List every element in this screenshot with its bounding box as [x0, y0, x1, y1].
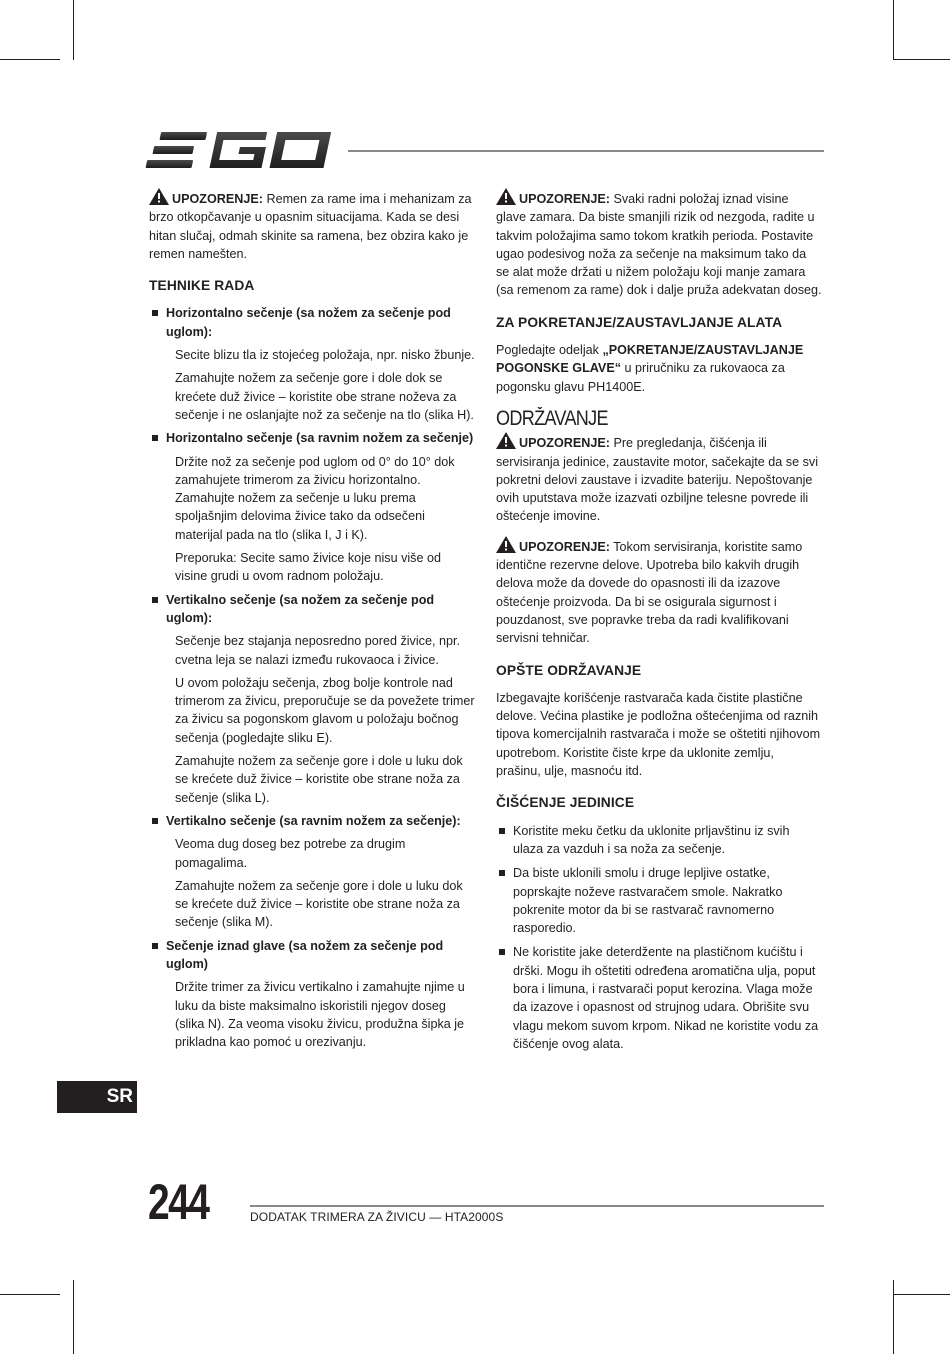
list-item-text: Preporuka: Secite samo živice koje nisu više od visine grudi u ovom radnom položaju. — [175, 551, 441, 584]
crop-mark — [893, 59, 950, 60]
footer-rule — [250, 1205, 824, 1207]
maintenance-heading: ODRŽAVANJE — [496, 406, 608, 430]
warning-text: Pre pregledanja, čišćenja ili servisiranja jedinice, zaustavite motor, sačekajte da se svi pokretni delovi zaustave i izvadite bateriju. Nepoštovanje ovih uputstava može izazvati ozbiljne telesne povrede ili oštećenje imovine. — [496, 436, 818, 524]
header-rule — [348, 150, 824, 152]
list-item-text: Secite blizu tla iz stojećeg položaja, npr. nisko žbunje. — [175, 348, 475, 363]
list-item-text: Zamahujte nožem za sečenje gore i dole dok se krećete duž živice – koristite obe strane noževa za sečenje i ne oslanjajte nož za sečenje na tlo (slika H). — [175, 371, 474, 422]
list-item: Koristite meku četku da uklonite prljavštinu iz svih ulaza za vazduh i sa noža za sečenje. — [496, 822, 822, 859]
warning-label: UPOZORENJE: — [519, 436, 610, 451]
warning-label: UPOZORENJE: — [519, 192, 610, 206]
warning-label: UPOZORENJE: — [172, 192, 263, 206]
section-title: ZA POKRETANJE/ZAUSTAVLJANJE ALATA — [496, 314, 783, 330]
warning-text: Svaki radni položaj iznad visine glave zamara. Da biste smanjili rizik od nezgoda, radite u takvim položajima samo tokom kratkih perioda. Postavite ugao podesivog noža za sečenje na maksimum tako da se alat može držati u nižem položaju koji manje zamara (sa remenom za rame) dok i dalje pruža adekvatan doseg. — [496, 192, 822, 298]
list-item-title: Vertikalno sečenje (sa nožem za sečenje pod uglom): — [149, 591, 475, 628]
warning-paragraph — [496, 536, 822, 648]
list-item-title: Horizontalno sečenje (sa nožem za sečenje pod uglom): — [149, 304, 475, 341]
list-item-text: Držite trimer za živicu vertikalno i zamahujte njime u luku da biste maksimalno iskoristili njegov doseg (slika N). Za veoma visoku živicu, produžna šipka je prikladna kao pomoć u orezivanju. — [175, 980, 465, 1050]
warning-triangle-icon — [496, 432, 516, 449]
crop-mark — [0, 1294, 60, 1295]
warning-triangle-icon — [496, 536, 516, 553]
warning-triangle-icon — [149, 188, 169, 205]
ego-logo — [148, 115, 332, 172]
list-item-text: Sečenje bez stajanja neposredno pored živice, npr. cvetna leja se nalazi između rukovaoca i živice. — [175, 634, 460, 667]
list-item-text: Držite nož za sečenje pod uglom od 0° do 10° dok zamahujete trimerom za živicu horizontalno. Zamahujte nožem za sečenje u luku prema spoljašnjim delovima živice tako da odsečeni materijal pada na tlo (slika I, J i K). — [175, 454, 455, 542]
crop-mark — [893, 0, 894, 60]
list-item: Da biste uklonili smolu i druge lepljive ostatke, poprskajte noževe rastvaračem smole. Nakratko pokrenite motor da bi se rastvarač ravnomerno rasporedio. — [496, 864, 822, 937]
list-item-text: Zamahujte nožem za sečenje gore i dole u luku dok se krećete duž živice – koristite obe strane noža za sečenje (slika L). — [175, 754, 463, 805]
section-title: OPŠTE ODRŽAVANJE — [496, 662, 642, 678]
list-item-title: Sečenje iznad glave (sa nožem za sečenje pod uglom) — [149, 937, 475, 974]
crop-mark — [73, 1280, 74, 1354]
language-tab: SR — [57, 1081, 137, 1113]
warning-text: Tokom servisiranja, koristite samo identične rezervne delove. Upotreba bilo kakvih drugih delova može da dovede do opasnosti ili da izazove oštećenje proizvoda. Da bi se osigurala sigurnost i pouzdanost, sve popravke treba da radi kvalifikovani servisni tehničar. — [496, 539, 803, 646]
right-column — [496, 188, 822, 1059]
warning-paragraph — [496, 432, 822, 525]
section-title: ČIŠĆENJE JEDINICE — [496, 795, 635, 811]
crop-mark — [0, 59, 60, 60]
footer-title: DODATAK TRIMERA ZA ŽIVICU — HTA2000S — [250, 1210, 504, 1224]
crop-mark — [893, 1280, 894, 1354]
list-item-text: Veoma dug doseg bez potrebe za drugim pomagalima. — [175, 837, 406, 870]
page-number: 244 — [148, 1174, 209, 1230]
warning-label: UPOZORENJE: — [519, 539, 610, 554]
technique-list — [149, 304, 475, 1051]
section-title: TEHNIKE RADA — [149, 278, 255, 294]
list-item-text: Zamahujte nožem za sečenje gore i dole u luku dok se krećete duž živice – koristite obe strane noža za sečenje (slika M). — [175, 878, 463, 930]
warning-paragraph — [496, 188, 822, 300]
list-item: Ne koristite jake deterdžente na plastičnom kućištu i drški. Mogu ih oštetiti određena aromatična ulja, poput bora i limuna, i rastvarači poput kerozina. Vlaga može da izazove i opasnost od strujnog udara. Obrišite svu vlagu mekom suvom krpom. Nikad ne koristite vodu za čišćenje ovog alata. — [496, 943, 822, 1053]
list-item-title: Horizontalno sečenje (sa ravnim nožem za sečenje) — [149, 429, 475, 447]
warning-paragraph — [149, 188, 475, 263]
list-item-title: Vertikalno sečenje (sa ravnim nožem za sečenje): — [149, 812, 475, 830]
left-column — [149, 188, 475, 1056]
crop-mark — [73, 0, 74, 60]
start-stop-paragraph: Pogledajte odeljak „POKRETANJE/ZAUSTAVLJANJE POGONSKE GLAVE“ u priručniku za rukovaoca za pogonsku glavu PH1400E. — [496, 343, 804, 394]
warning-text: Remen za rame ima i mehanizam za brzo otkopčavanje u opasnim situacijama. Kada se desi hitan slučaj, odmah skinite sa ramena, bez obzira kako je remen namešten. — [149, 192, 472, 261]
general-maintenance-text: Izbegavajte korišćenje rastvarača kada čistite plastične delove. Većina plastike je podložna oštećenjima od raznih tipova komercijalnih rastvarača i može se oštetiti njihovom upotrebom. Koristite čiste krpe da uklonite zemlju, prašinu, ulje, masnoću itd. — [496, 690, 821, 779]
warning-triangle-icon — [496, 188, 516, 205]
list-item-text: U ovom položaju sečenja, zbog bolje kontrole nad trimerom za živicu, preporučuje se da povežete trimer za živicu sa pogonskom glavom u položaju bočnog sečenja (pogledajte sliku E). — [175, 675, 475, 745]
svg-text:EGO: EGO — [148, 115, 184, 132]
crop-mark — [893, 1294, 950, 1295]
